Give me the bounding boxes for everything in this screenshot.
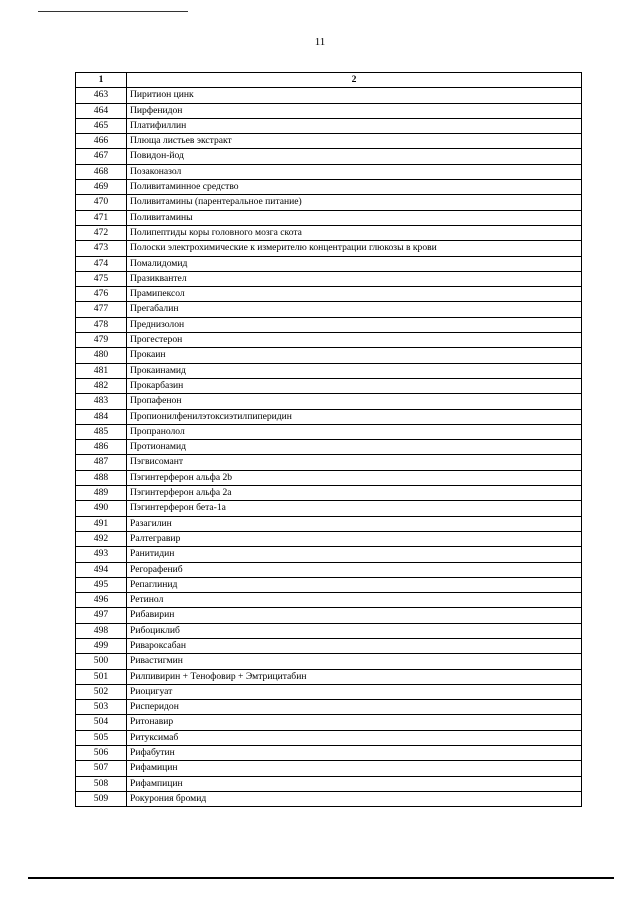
top-rule: [38, 11, 188, 12]
drug-name: Пропранолол: [127, 424, 582, 439]
drug-name: Рисперидон: [127, 700, 582, 715]
drug-name: Ривароксабан: [127, 638, 582, 653]
drug-name: Полоски электрохимические к измерителю концентрации глюкозы в крови: [127, 241, 582, 256]
row-number: 480: [76, 348, 127, 363]
table-row: [76, 501, 582, 516]
drug-name: Преднизолон: [127, 317, 582, 332]
drug-name: Прогестерон: [127, 333, 582, 348]
row-number: 487: [76, 455, 127, 470]
drug-name: Поливитамины: [127, 210, 582, 225]
row-number: 506: [76, 746, 127, 761]
table-row: [76, 608, 582, 623]
row-number: 498: [76, 623, 127, 638]
row-number: 467: [76, 149, 127, 164]
header-row: [76, 73, 582, 88]
table-row: [76, 486, 582, 501]
drug-name: Ритонавир: [127, 715, 582, 730]
drug-name: Прамипексол: [127, 287, 582, 302]
drug-name: Пэгинтерферон бета-1а: [127, 501, 582, 516]
table-row: [76, 730, 582, 745]
table-row: [76, 287, 582, 302]
row-number: 499: [76, 638, 127, 653]
row-number: 508: [76, 776, 127, 791]
table-row: [76, 118, 582, 133]
column-header-name: 2: [127, 73, 582, 88]
table-row: [76, 470, 582, 485]
drug-name: Ралтегравир: [127, 531, 582, 546]
row-number: 488: [76, 470, 127, 485]
drug-name: Пропафенон: [127, 394, 582, 409]
drug-name: Поливитаминное средство: [127, 180, 582, 195]
row-number: 471: [76, 210, 127, 225]
drug-name: Поливитамины (парентеральное питание): [127, 195, 582, 210]
drug-name: Рибоциклиб: [127, 623, 582, 638]
row-number: 464: [76, 103, 127, 118]
table-row: [76, 363, 582, 378]
drug-name: Рокурония бромид: [127, 791, 582, 806]
table-row: [76, 210, 582, 225]
row-number: 473: [76, 241, 127, 256]
drug-name: Позаконазол: [127, 164, 582, 179]
table-row: [76, 241, 582, 256]
drug-name: Риоцигуат: [127, 684, 582, 699]
table-row: [76, 715, 582, 730]
row-number: 479: [76, 333, 127, 348]
table-row: [76, 348, 582, 363]
row-number: 476: [76, 287, 127, 302]
table-row: [76, 638, 582, 653]
row-number: 495: [76, 577, 127, 592]
drug-name: Рилпивирин + Тенофовир + Эмтрицитабин: [127, 669, 582, 684]
drug-name: Рифампицин: [127, 776, 582, 791]
drug-name: Разагилин: [127, 516, 582, 531]
table-row: [76, 746, 582, 761]
row-number: 497: [76, 608, 127, 623]
table-row: [76, 409, 582, 424]
row-number: 500: [76, 654, 127, 669]
row-number: 477: [76, 302, 127, 317]
drug-name: Пропионилфенилэтоксиэтилпиперидин: [127, 409, 582, 424]
bottom-rule: [28, 877, 614, 879]
drug-name: Рифамицин: [127, 761, 582, 776]
row-number: 494: [76, 562, 127, 577]
table-row: [76, 700, 582, 715]
drug-name: Рибавирин: [127, 608, 582, 623]
table-row: [76, 134, 582, 149]
row-number: 503: [76, 700, 127, 715]
drug-name: Платифиллин: [127, 118, 582, 133]
table-row: [76, 225, 582, 240]
drug-table: [75, 72, 582, 807]
row-number: 478: [76, 317, 127, 332]
table-row: [76, 271, 582, 286]
row-number: 465: [76, 118, 127, 133]
drug-name: Репаглинид: [127, 577, 582, 592]
table-row: [76, 256, 582, 271]
table-row: [76, 776, 582, 791]
row-number: 492: [76, 531, 127, 546]
row-number: 482: [76, 378, 127, 393]
drug-name: Повидон-йод: [127, 149, 582, 164]
table-row: [76, 88, 582, 103]
row-number: 474: [76, 256, 127, 271]
table-body: [76, 88, 582, 807]
drug-name: Ритуксимаб: [127, 730, 582, 745]
table-row: [76, 394, 582, 409]
row-number: 483: [76, 394, 127, 409]
drug-name: Рифабутин: [127, 746, 582, 761]
table-row: [76, 455, 582, 470]
drug-name: Пирфенидон: [127, 103, 582, 118]
row-number: 496: [76, 593, 127, 608]
row-number: 490: [76, 501, 127, 516]
table-row: [76, 317, 582, 332]
drug-name: Полипептиды коры головного мозга скота: [127, 225, 582, 240]
table-row: [76, 516, 582, 531]
row-number: 475: [76, 271, 127, 286]
table-row: [76, 333, 582, 348]
drug-name: Плюща листьев экстракт: [127, 134, 582, 149]
table-row: [76, 791, 582, 806]
table-row: [76, 684, 582, 699]
table-row: [76, 669, 582, 684]
row-number: 486: [76, 440, 127, 455]
table-row: [76, 440, 582, 455]
page-number: 11: [314, 36, 326, 48]
table-row: [76, 103, 582, 118]
table-row: [76, 531, 582, 546]
drug-name: Ривастигмин: [127, 654, 582, 669]
row-number: 472: [76, 225, 127, 240]
table-row: [76, 654, 582, 669]
row-number: 484: [76, 409, 127, 424]
drug-name: Ранитидин: [127, 547, 582, 562]
table-row: [76, 164, 582, 179]
row-number: 469: [76, 180, 127, 195]
drug-name: Пэгинтерферон альфа 2b: [127, 470, 582, 485]
row-number: 502: [76, 684, 127, 699]
row-number: 509: [76, 791, 127, 806]
table-row: [76, 149, 582, 164]
table-row: [76, 547, 582, 562]
drug-name: Прокаин: [127, 348, 582, 363]
row-number: 504: [76, 715, 127, 730]
drug-name: Празиквантел: [127, 271, 582, 286]
row-number: 491: [76, 516, 127, 531]
table-row: [76, 761, 582, 776]
table-row: [76, 623, 582, 638]
drug-name: Помалидомид: [127, 256, 582, 271]
row-number: 481: [76, 363, 127, 378]
drug-name: Регорафениб: [127, 562, 582, 577]
table-row: [76, 577, 582, 592]
row-number: 507: [76, 761, 127, 776]
row-number: 501: [76, 669, 127, 684]
table-row: [76, 378, 582, 393]
row-number: 463: [76, 88, 127, 103]
row-number: 489: [76, 486, 127, 501]
drug-name: Пиритион цинк: [127, 88, 582, 103]
drug-name: Ретинол: [127, 593, 582, 608]
row-number: 485: [76, 424, 127, 439]
row-number: 466: [76, 134, 127, 149]
row-number: 505: [76, 730, 127, 745]
drug-name: Прокаинамид: [127, 363, 582, 378]
drug-name: Пэгинтерферон альфа 2а: [127, 486, 582, 501]
column-header-number: 1: [76, 73, 127, 88]
drug-name: Прегабалин: [127, 302, 582, 317]
row-number: 468: [76, 164, 127, 179]
row-number: 470: [76, 195, 127, 210]
table-row: [76, 195, 582, 210]
row-number: 493: [76, 547, 127, 562]
table-row: [76, 180, 582, 195]
table-row: [76, 302, 582, 317]
table-row: [76, 593, 582, 608]
drug-name: Прокарбазин: [127, 378, 582, 393]
drug-name: Протионамид: [127, 440, 582, 455]
table-row: [76, 424, 582, 439]
table-row: [76, 562, 582, 577]
drug-name: Пэгвисомант: [127, 455, 582, 470]
